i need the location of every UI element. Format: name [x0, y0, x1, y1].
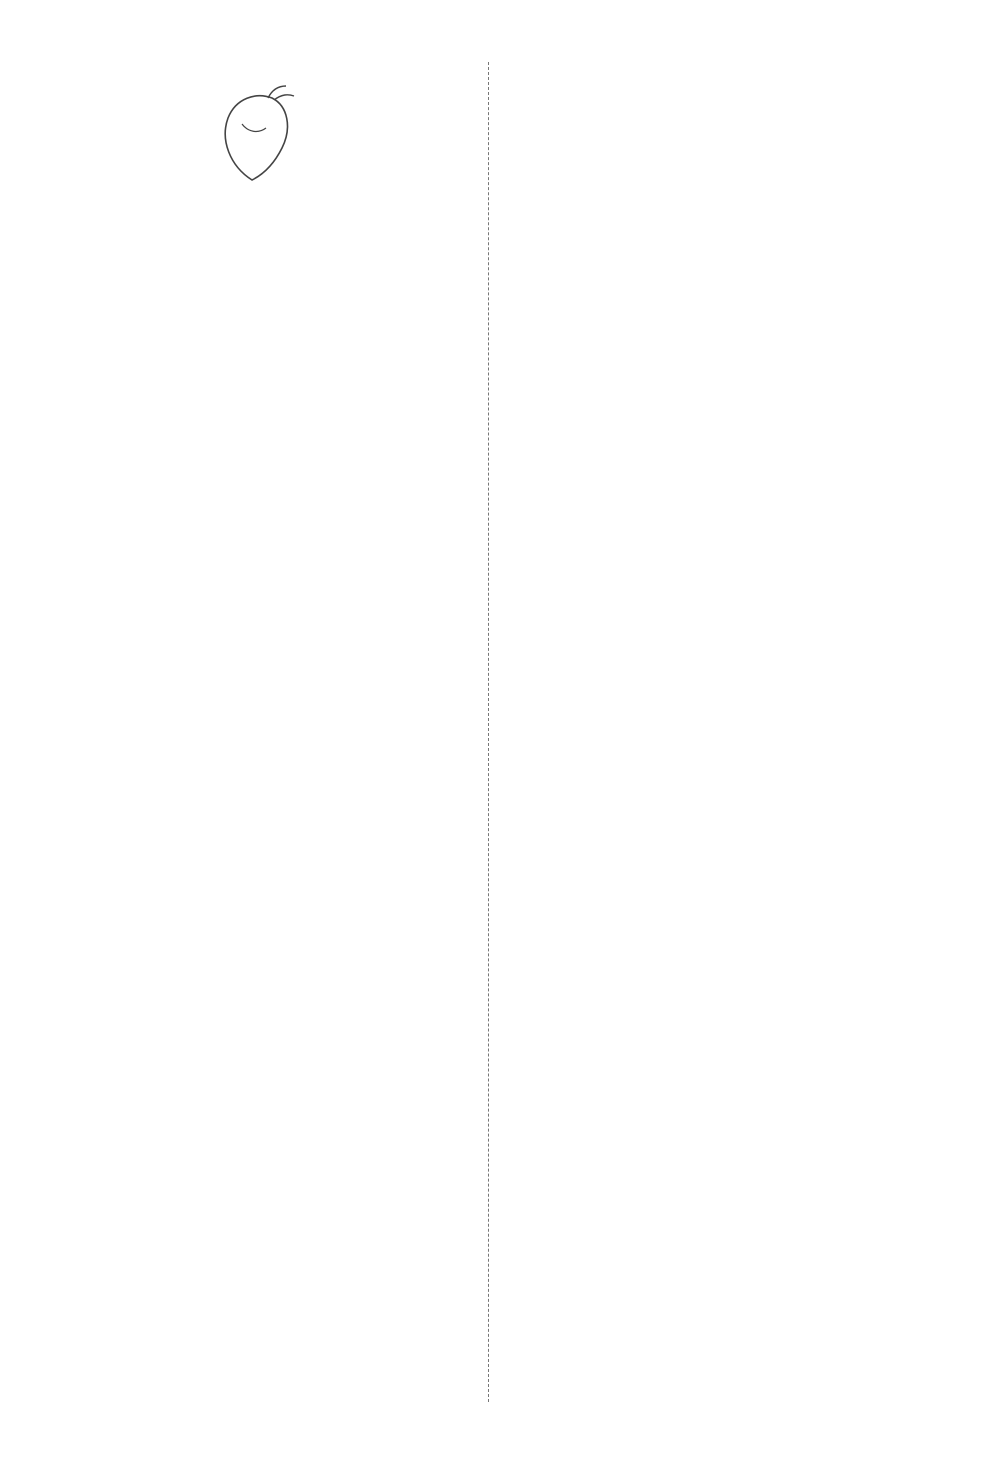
- kuaidui-sticker-icon: [212, 84, 296, 182]
- column-divider: [488, 62, 489, 1402]
- watermark-logo-icon: [810, 1411, 986, 1469]
